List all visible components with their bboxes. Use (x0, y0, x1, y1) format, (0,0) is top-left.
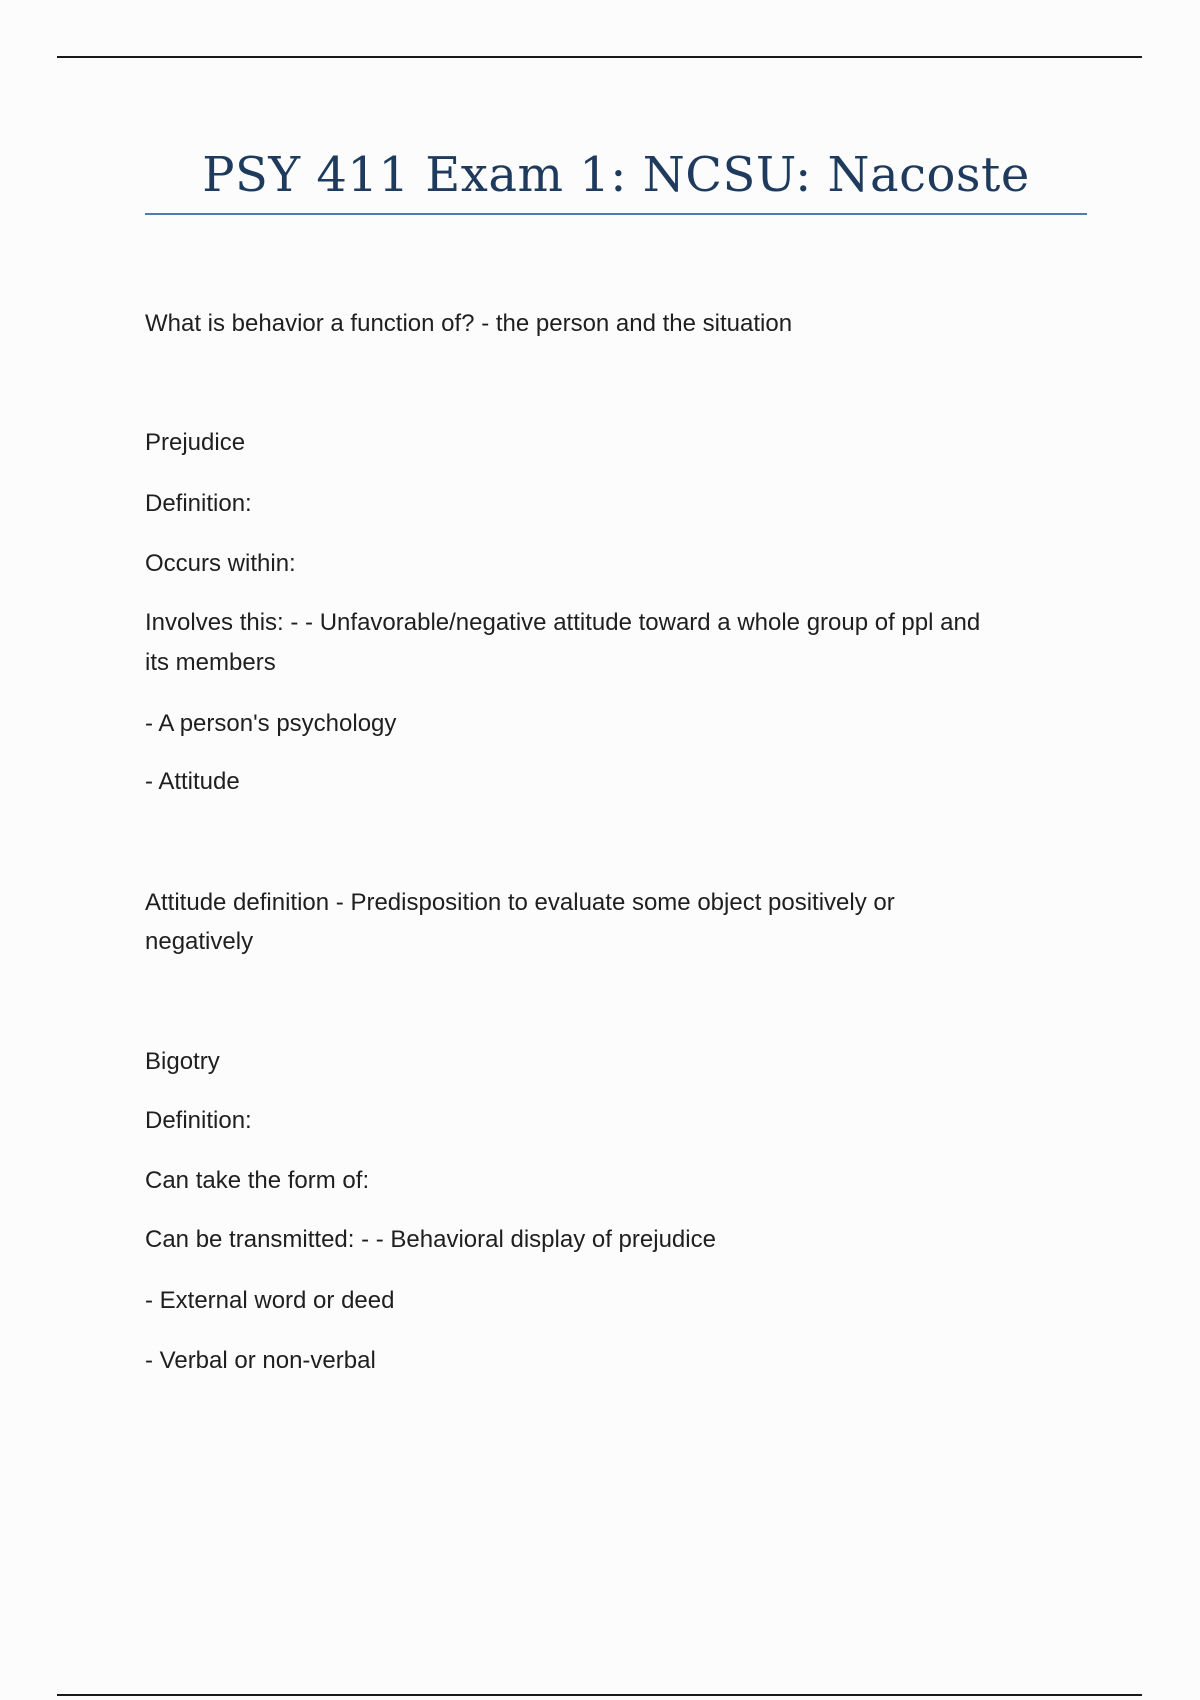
bigotry-answer-external: - External word or deed (145, 1287, 395, 1314)
attitude-definition-line-cont: negatively (145, 928, 254, 955)
prejudice-involves-line: Involves this: - - Unfavorable/negative attitude toward a whole group of ppl and (145, 609, 981, 636)
page-bottom-rule (57, 1694, 1142, 1696)
prejudice-definition-label: Definition: (145, 490, 252, 517)
prejudice-involves-line-cont: its members (145, 649, 276, 676)
bigotry-form-label: Can take the form of: (145, 1167, 370, 1194)
prejudice-answer-attitude: - Attitude (145, 768, 240, 795)
document-title: PSY 411 Exam 1: NCSU: Nacoste (202, 147, 1030, 203)
attitude-definition-line: Attitude definition - Predisposition to evaluate some object positively or (145, 889, 895, 916)
page-top-rule (57, 56, 1142, 58)
term-prejudice: Prejudice (145, 429, 246, 456)
bigotry-answer-verbal: - Verbal or non-verbal (145, 1347, 376, 1374)
qa-behavior-function: What is behavior a function of? - the person and the situation (145, 310, 793, 337)
term-bigotry: Bigotry (145, 1048, 220, 1075)
bigotry-definition-label: Definition: (145, 1107, 252, 1134)
prejudice-answer-psychology: - A person's psychology (145, 710, 397, 737)
title-underline (145, 213, 1087, 215)
prejudice-occurs-within-label: Occurs within: (145, 550, 296, 577)
bigotry-transmitted-line: Can be transmitted: - - Behavioral display of prejudice (145, 1226, 716, 1253)
